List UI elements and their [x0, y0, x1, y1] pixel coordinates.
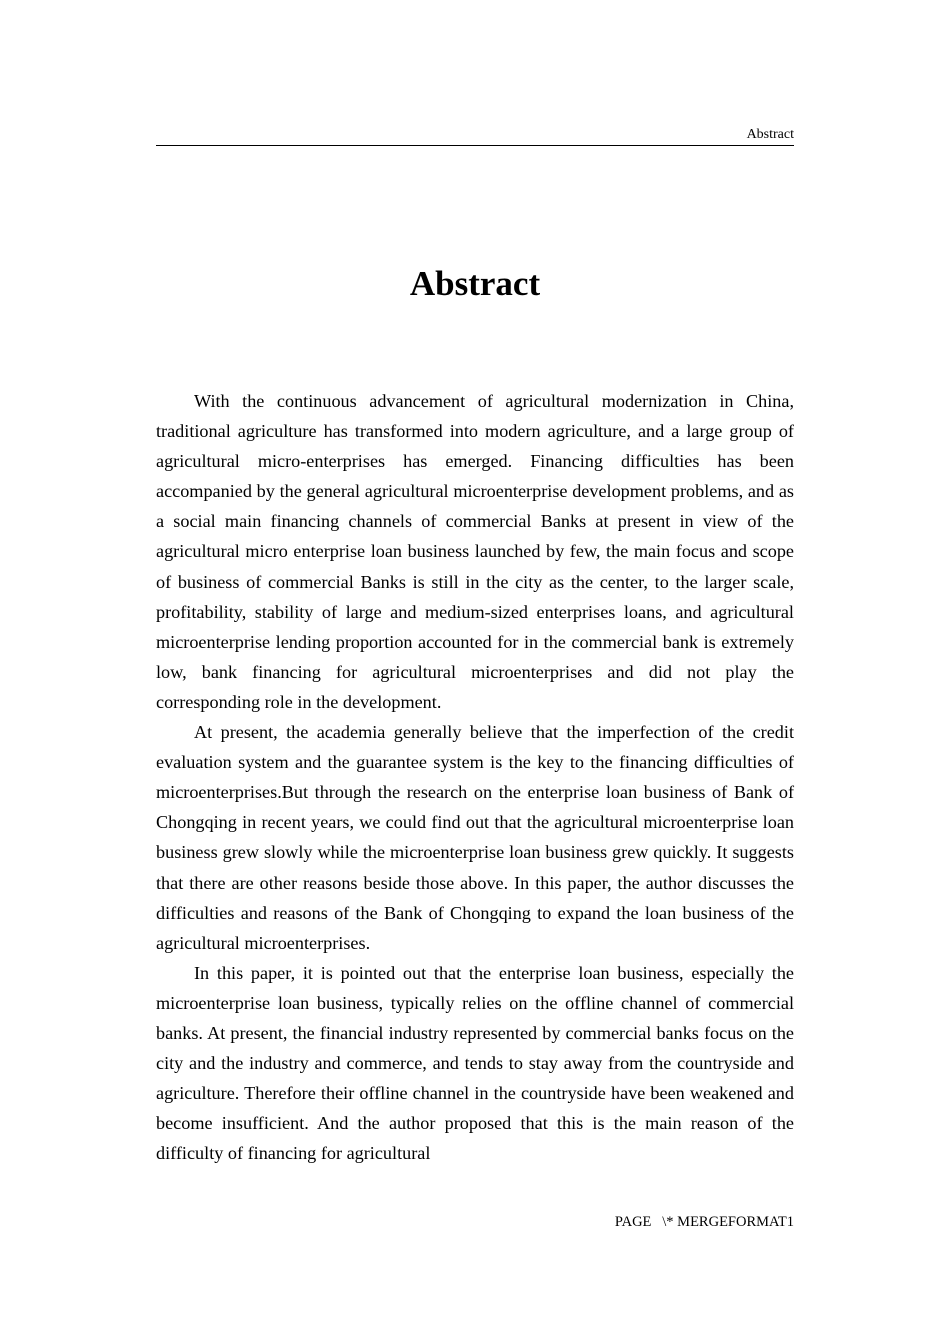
paragraph: In this paper, it is pointed out that the enterprise loan business, especially the microenterprise loan business, typically relies on the offline channel of commercial banks. At present, the financial industry represented by commercial banks focus on the city and the industry and commerce, and tends to stay away from the countryside and agriculture. Therefore their offline channel in the countryside have been weakened and become insufficient. And the author proposed that this is the main reason of the difficulty of financing for agricultural: [156, 962, 794, 1164]
abstract-body: [156, 386, 794, 1168]
running-header: Abstract: [156, 126, 794, 146]
page-number-field: PAGE \* MERGEFORMAT1: [614, 1214, 794, 1230]
paragraph: At present, the academia generally believe that the imperfection of the credit evaluation system and the guarantee system is the key to the financing difficulties of microenterprises.But through the research on the enterprise loan business of Bank of Chongqing in recent years, we could find out that the agricultural microenterprise loan business grew slowly while the microenterprise loan business grew quickly. It suggests that there are other reasons beside those above. In this paper, the author discusses the difficulties and reasons of the Bank of Chongqing to expand the loan business of the agricultural microenterprises.: [156, 722, 794, 953]
paragraph: With the continuous advancement of agricultural modernization in China, traditional agriculture has transformed into modern agriculture, and a large group of agricultural micro-enterprises has emerged. Financing difficulties has been accompanied by the general agricultural microenterprise development problems, and as a social main financing channels of commercial Banks at present in view of the agricultural micro enterprise loan business launched by few, the main focus and scope of business of commercial Banks is still in the city as the center, to the larger scale, profitability, stability of large and medium-sized enterprises loans, and agricultural microenterprise lending proportion accounted for in the commercial bank is extremely low, bank financing for agricultural microenterprises and did not play the corresponding role in the development.: [156, 391, 794, 712]
page-title: Abstract: [409, 264, 541, 303]
